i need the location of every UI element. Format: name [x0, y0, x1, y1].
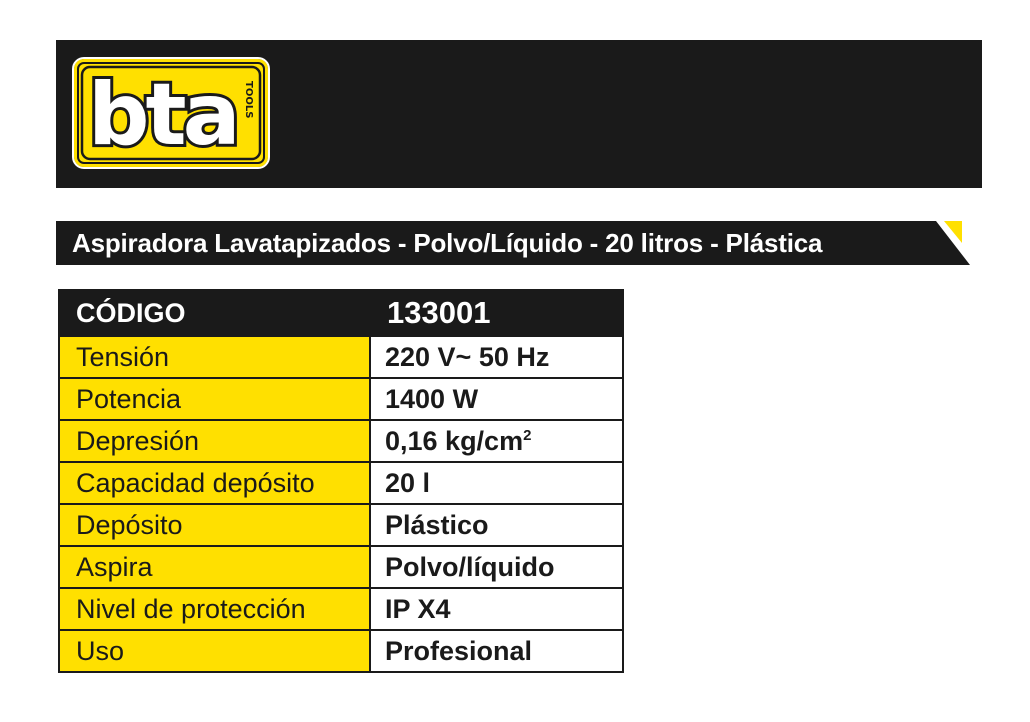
row-value-superscript: 2: [523, 427, 532, 444]
spec-table: [58, 289, 624, 673]
table-row: [59, 420, 623, 462]
product-title: Aspiradora Lavatapizados - Polvo/Líquido - 20 litros - Plástica: [72, 228, 823, 258]
row-label: Depresión: [59, 420, 370, 462]
bta-logo-icon: [74, 59, 268, 167]
table-row: [59, 630, 623, 672]
logo-wordmark: bta: [88, 65, 237, 165]
table-header-row: [59, 290, 623, 336]
title-banner: [56, 221, 974, 265]
code-label: CÓDIGO: [59, 290, 370, 336]
table-row: [59, 462, 623, 504]
table-row: [59, 336, 623, 378]
row-value: IP X4: [370, 588, 623, 630]
code-value: 133001: [370, 290, 623, 336]
row-label: Capacidad depósito: [59, 462, 370, 504]
row-label: Nivel de protección: [59, 588, 370, 630]
row-value: Polvo/líquido: [370, 546, 623, 588]
row-label: Uso: [59, 630, 370, 672]
row-label: Tensión: [59, 336, 370, 378]
table-row: [59, 378, 623, 420]
brand-logo: [72, 57, 270, 169]
row-value: 1400 W: [370, 378, 623, 420]
row-value: [370, 420, 623, 462]
row-value: 20 l: [370, 462, 623, 504]
logo-subtext: TOOLS: [243, 81, 254, 119]
table-row: [59, 546, 623, 588]
row-value: Plástico: [370, 504, 623, 546]
row-label: Depósito: [59, 504, 370, 546]
row-label: Potencia: [59, 378, 370, 420]
header-band: [56, 40, 982, 188]
row-value-text: 0,16 kg/cm: [385, 426, 524, 456]
row-value: Profesional: [370, 630, 623, 672]
table-row: [59, 588, 623, 630]
table-row: [59, 504, 623, 546]
row-label: Aspira: [59, 546, 370, 588]
row-value: 220 V~ 50 Hz: [370, 336, 623, 378]
